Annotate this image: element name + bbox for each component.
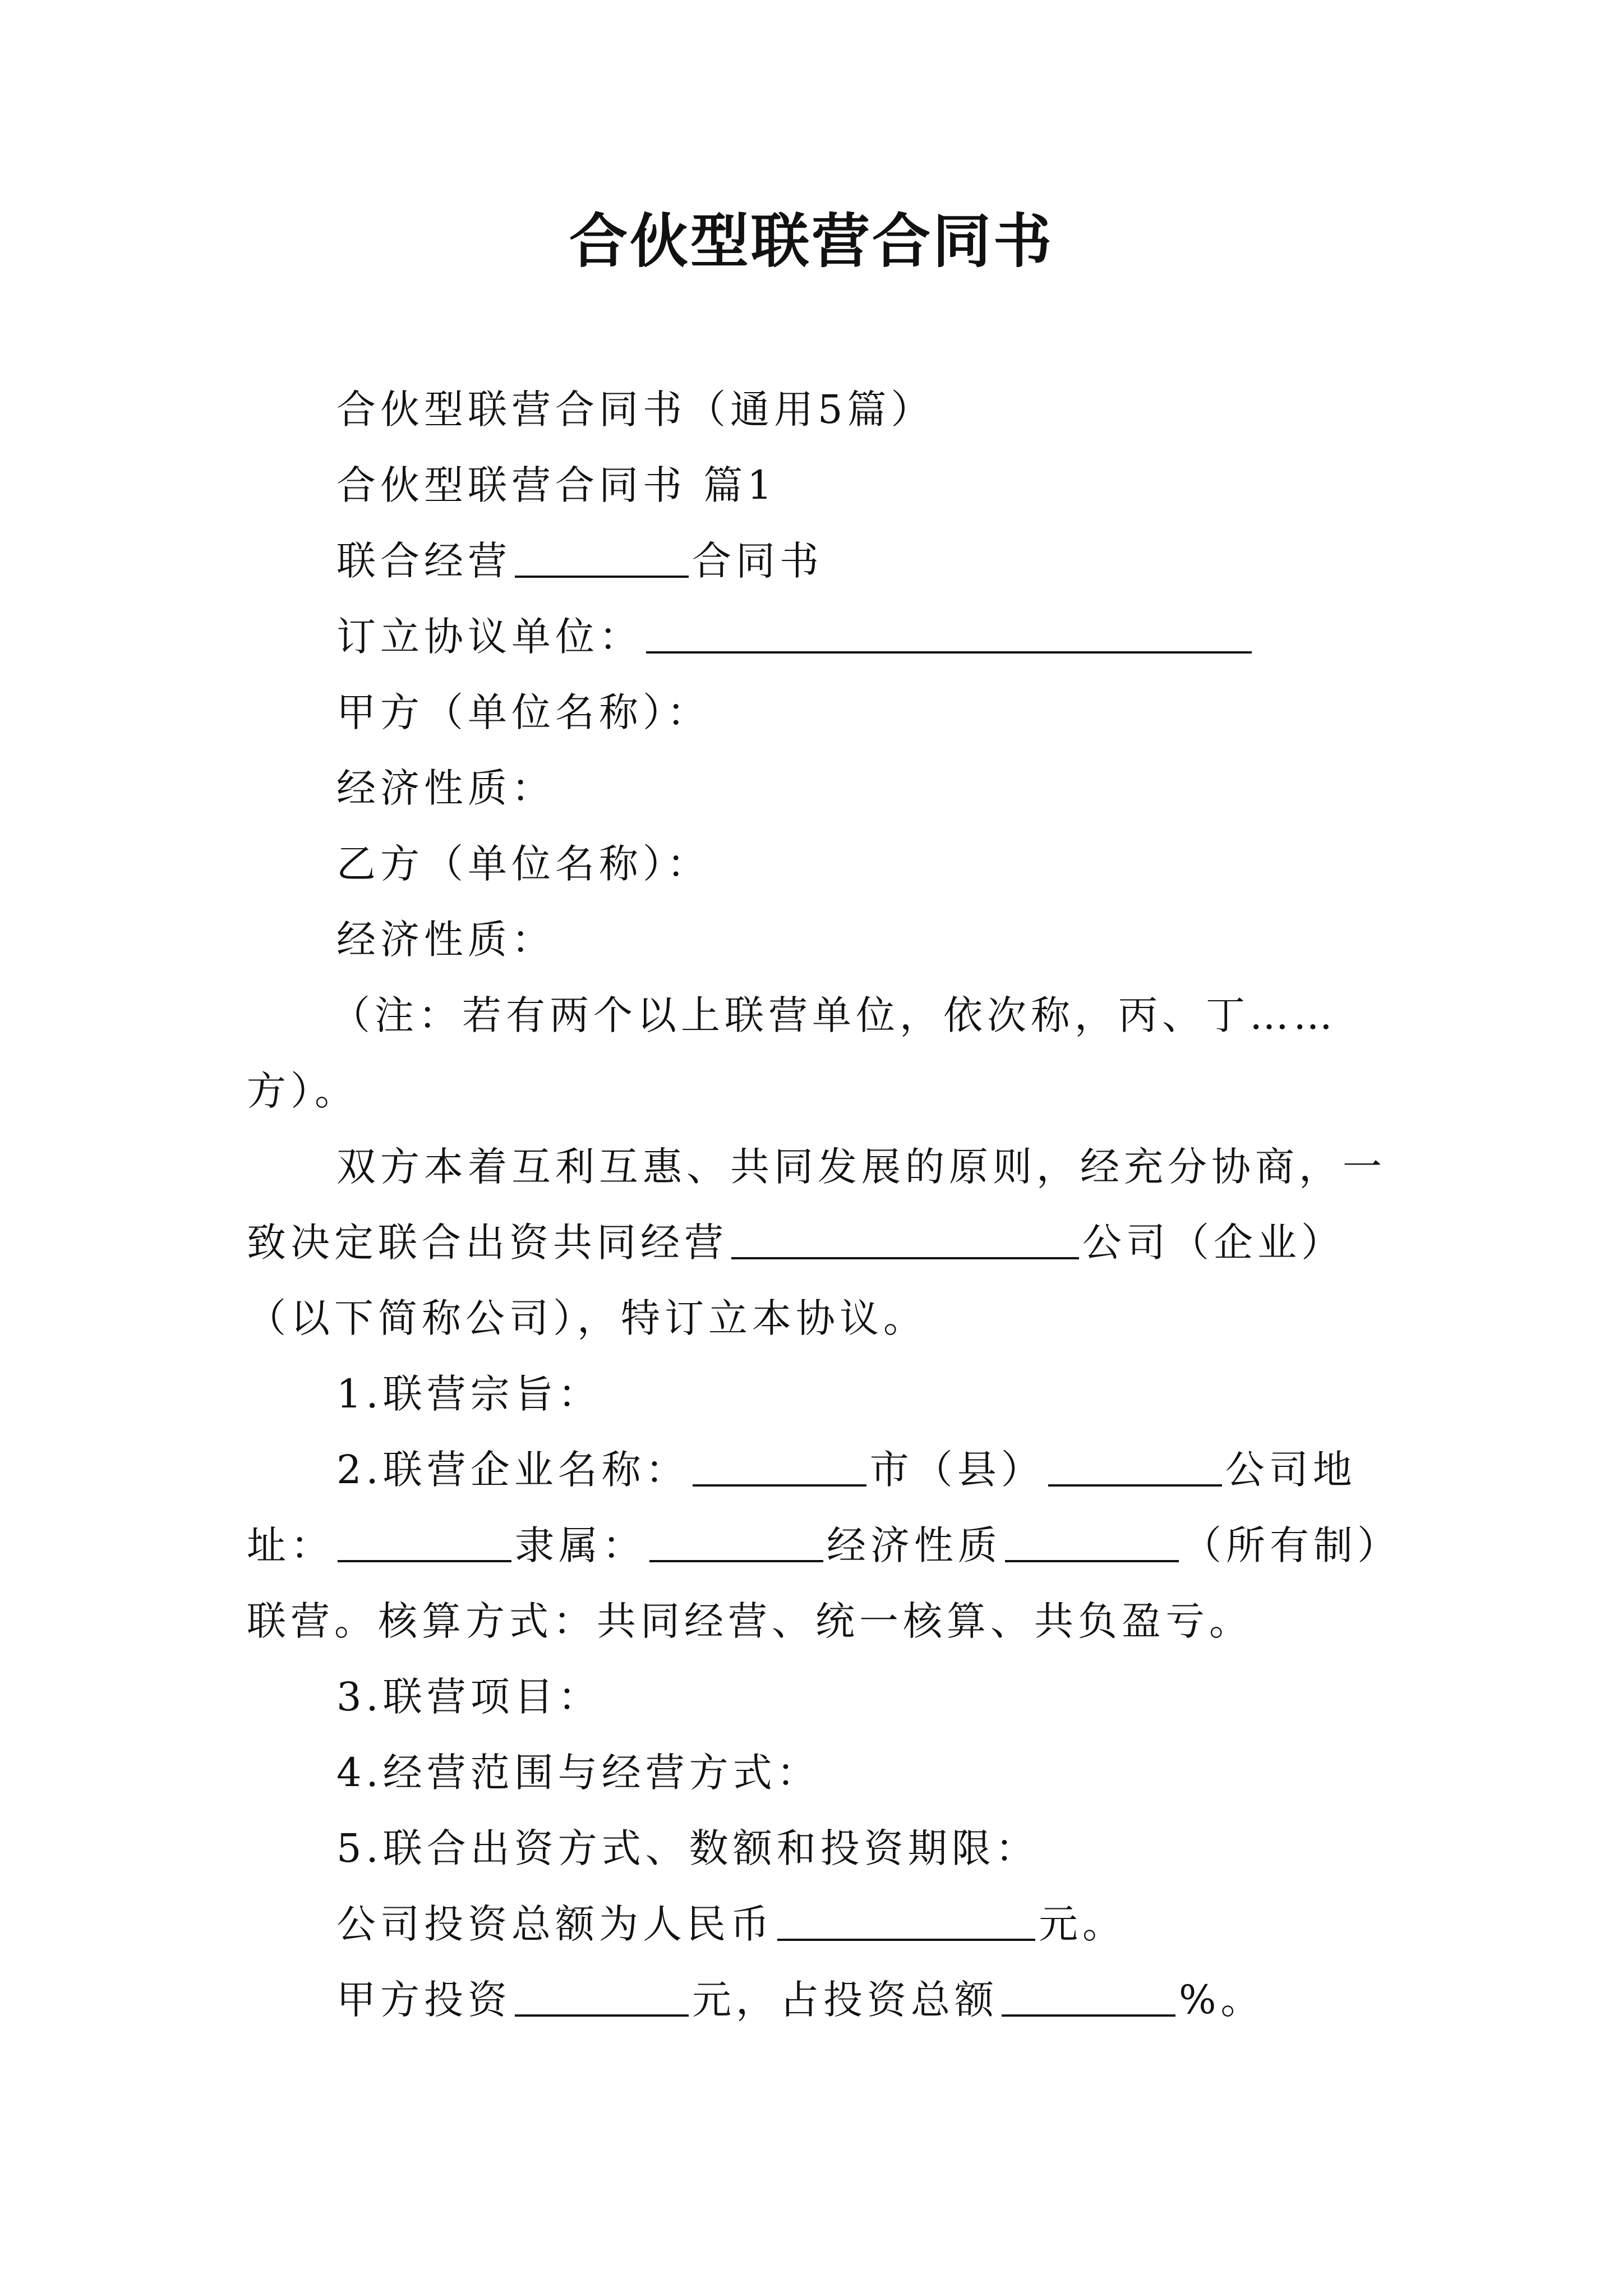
percent-sign: %。 [1179,1977,1265,2023]
party-a-nature-label: 经济性质： [336,765,555,811]
total-investment-label: 公司投资总额为人民币 [336,1901,774,1947]
signing-units-blank [646,612,1252,654]
note-line-1 [331,987,1337,1043]
clause-1 [336,1366,602,1422]
preamble-line-1 [336,1139,1386,1195]
clause-5-text: 5.联合出资方式、数额和投资期限： [336,1825,1039,1871]
party-a-share-label: 元，占投资总额 [692,1977,998,2023]
party-a-label: 甲方（单位名称）： [336,689,711,735]
total-investment-unit: 元。 [1039,1901,1126,1947]
contract-name-blank [515,536,689,578]
clause-2-label: 2.联营企业名称： [336,1447,689,1493]
note-line-2 [247,1063,358,1119]
clause-3 [336,1669,602,1725]
party-a-investment-blank [515,1975,689,2017]
note-text-2: 方）。 [247,1068,358,1114]
party-a-share-blank [1002,1975,1175,2017]
accounting-text: 联营。核算方式：共同经营、统一核算、共负盈亏。 [247,1598,1253,1644]
enterprise-name-blank [731,1218,1079,1259]
party-b-nature-label: 经济性质： [336,917,555,963]
clause-2-line-3 [247,1593,1253,1649]
contract-name-line [336,533,823,589]
address-label-part: 公司地 [1225,1447,1357,1493]
section-heading [336,457,777,513]
signing-units-line [336,609,1255,665]
party-b-nature-line [336,912,555,968]
clause-4 [336,1745,820,1801]
party-b-label: 乙方（单位名称）： [336,841,711,887]
ownership-label: （所有制） [1182,1522,1401,1568]
clause-3-text: 3.联营项目： [336,1674,602,1720]
party-a-investment-label: 甲方投资 [336,1977,511,2023]
section-heading-text: 合伙型联营合同书 篇1 [336,462,777,508]
note-text-1: （注：若有两个以上联营单位，依次称，丙、丁…… [331,992,1337,1038]
signing-units-label: 订立协议单位： [336,614,643,660]
party-a-investment-line [336,1972,1265,2028]
preamble-text-1: 双方本着互利互惠、共同发展的原则，经充分协商，一 [336,1144,1386,1190]
address-blank [338,1521,511,1562]
subtitle-text: 合伙型联营合同书（通用5篇） [336,386,935,432]
address-label-end: 址： [247,1522,334,1568]
preamble-line-2 [247,1214,1345,1271]
preamble-text-2b: 公司（企业） [1082,1220,1345,1266]
city-blank [693,1445,866,1487]
city-label: 市（县） [869,1447,1045,1493]
clause-2-line-2 [247,1517,1401,1573]
subtitle-line [336,381,935,438]
nature-label: 经济性质 [827,1522,1002,1568]
total-investment-blank [777,1899,1035,1941]
clause-5 [336,1820,1039,1876]
nature-blank [1005,1521,1179,1562]
preamble-text-3: （以下简称公司），特订立本协议。 [247,1295,927,1341]
affiliation-blank [649,1521,823,1562]
clause-1-text: 1.联营宗旨： [336,1371,602,1417]
clause-2-line-1 [336,1442,1357,1498]
preamble-line-3 [247,1290,927,1346]
party-a-line [336,684,711,740]
clause-4-text: 4.经营范围与经营方式： [336,1750,820,1796]
contract-name-suffix: 合同书 [692,538,823,584]
document-title: 合伙型联营合同书 [569,206,1054,275]
party-a-nature-line [336,760,555,816]
preamble-text-2a: 致决定联合出资共同经营 [247,1220,728,1266]
party-b-line [336,836,711,892]
affiliation-label: 隶属： [515,1522,646,1568]
total-investment-line [336,1896,1126,1952]
company-blank [1048,1445,1222,1487]
contract-name-prefix: 联合经营 [336,538,511,584]
